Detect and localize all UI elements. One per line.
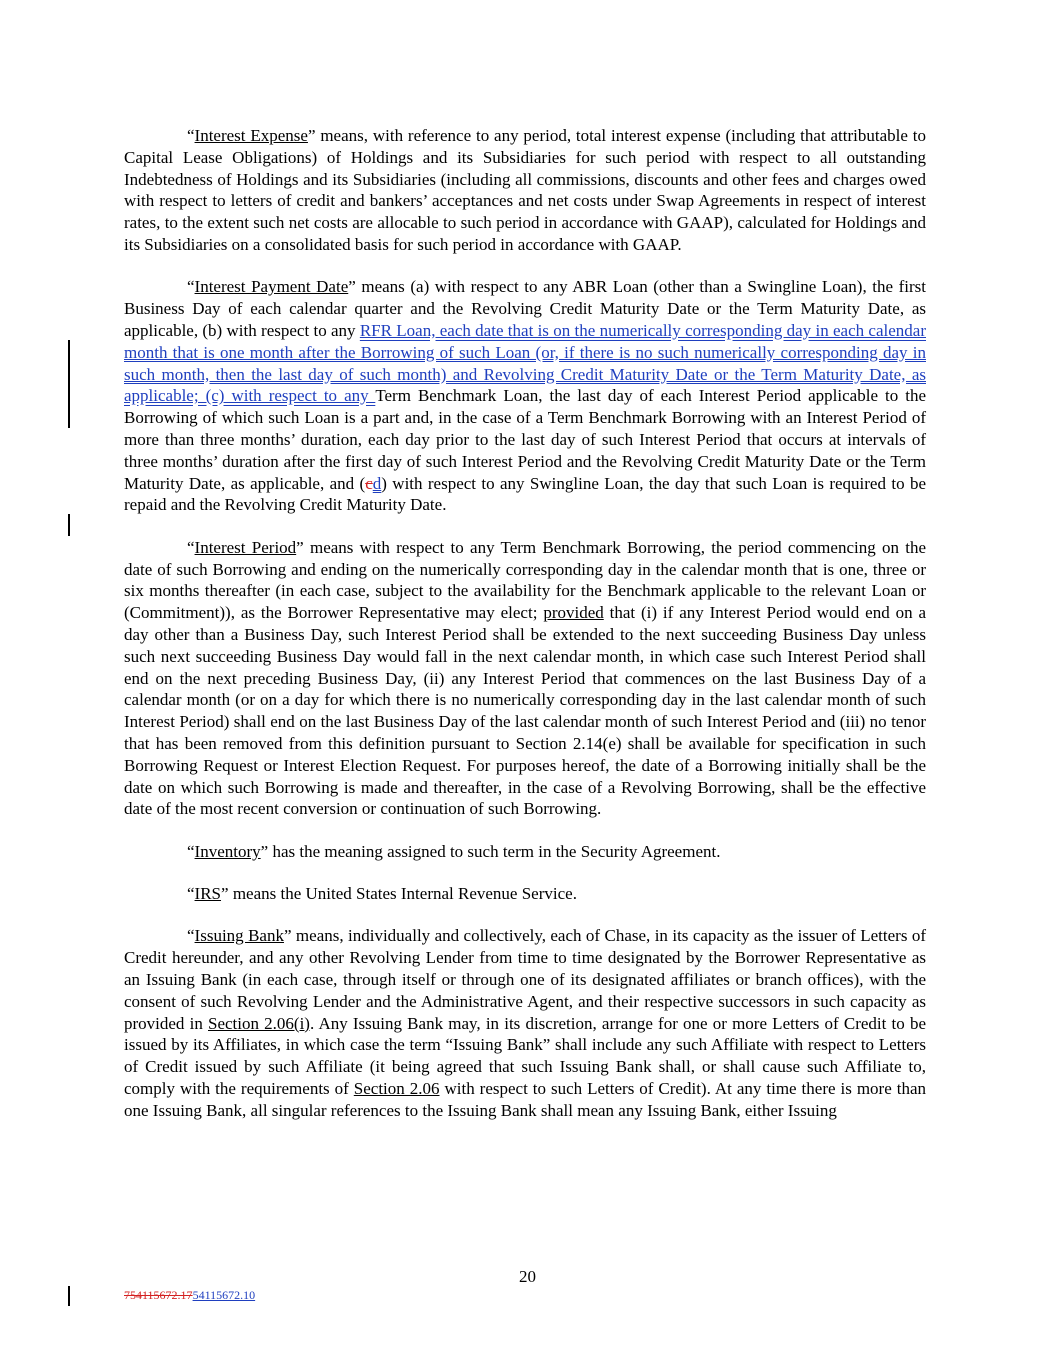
definition-text: ) with respect to any Swingline Loan, the day that such Loan is required to be repaid and the Revolving Credit Maturity Date. xyxy=(124,473,926,515)
defined-term: Issuing Bank xyxy=(194,926,284,946)
document-id xyxy=(124,1288,255,1302)
revision-change-bar xyxy=(68,340,70,428)
definition-text: with respect to such Letters of Credit). At any time there is more than one Issuing Bank, all singular references to the Issuing Bank shall mean any Issuing Bank, either Issuing xyxy=(124,1079,927,1120)
deleted-text: c xyxy=(365,473,373,493)
definition-text: means (a) with respect to any ABR Loan (other than a Swingline Loan), the first Business Day of each calendar quarter and the Revolving Credit Maturity Date or the Term Maturity Date, as applicable, (b) with respect to any xyxy=(124,277,927,340)
definition-text: . Any Issuing Bank may, in its discretion, arrange for one or more Letters of Credit to be issued by its Affiliates, in which case the term “Issuing Bank” shall include any such Affiliate with respect to Letters of Credit issued by such Affiliate (it being agreed that such Issuing Bank shall, or shall cause such Affiliate to, comply with the requirements of xyxy=(124,1013,926,1099)
definition-issuing-bank: “Issuing Bank” means, individually and collectively, each of Chase, in its capacity as the issuer of Letters of Credit hereunder, and any other Revolving Lender from time to time designated by the Borrower Representative as an Issuing Bank (in each case, through itself or through one of its designated affiliates or branch offices), with the consent of such Revolving Lender and the Administrative Agent, and their respective successors in such capacity as provided in Section 2.06(i). Any Issuing Bank may, in its discretion, arrange for one or more Letters of Credit to be issued by its Affiliates, in which case the term “Issuing Bank” shall include any such Affiliate with respect to Letters of Credit issued by such Affiliate (it being agreed that such Issuing Bank shall, or shall cause such Affiliate to, comply with the requirements of Section 2.06 with respect to such Letters of Credit). At any time there is more than one Issuing Bank, all singular references to the Issuing Bank shall mean any Issuing Bank, either Issuing xyxy=(124,926,927,1120)
page-number: 20 xyxy=(519,1267,536,1286)
definition-text: that (i) if any Interest Period would end on a day other than a Business Day, such Interest Period shall be extended to the next succeeding Business Day unless such next succeeding Business Day would fall in the next calendar month, in which case such Interest Period shall end on the next preceding Business Day, (ii) any Interest Period that commences on the last Business Day of a calendar month (or on a day for which there is no numerically corresponding day in the last calendar month of such Interest Period) shall end on the last Business Day of the last calendar month of such Interest Period and (iii) no tenor that has been removed from this definition pursuant to Section 2.14(e) shall be available for specification in such Borrowing Request or Interest Election Request. For purposes hereof, the date of a Borrowing initially shall be the date on which such Borrowing is made and thereafter, in the case of a Revolving Borrowing, shall be the effective date of the most recent conversion or continuation of such Borrowing. xyxy=(124,603,926,819)
definitions-body xyxy=(124,125,926,1142)
definition-interest-expense: “Interest Expense” means, with reference to any period, total interest expense (including that attributable to Capital Lease Obligations) of Holdings and its Subsidiaries for such period with respect to all outstanding Indebtedness of Holdings and its Subsidiaries (including all commissions, discounts and other fees and charges owed with respect to letters of credit and bankers’ acceptances and net costs under Swap Agreements in respect of interest rates, to the extent such net costs are allocable to such period in accordance with GAAP), calculated for Holdings and its Subsidiaries on a consolidated basis for such period in accordance with GAAP. xyxy=(124,126,926,254)
definition-text: means, individually and collectively, each of Chase, in its capacity as the issuer of Letters of Credit hereunder, and any other Revolving Lender from time to time designated by the Borrower Representative as an Issuing Bank (in each case, through itself or through one of its designated affiliates or branch offices), with the consent of such Revolving Lender and the Administrative Agent, and their respective successors in such capacity as provided in xyxy=(124,926,927,1033)
definition-interest-period: “Interest Period” means with respect to any Term Benchmark Borrowing, the period commencing on the date of such Borrowing and ending on the numerically corresponding day in the calendar month that is one, three or six months thereafter (in each case, subject to the availability for the Benchmark applicable to the relevant Loan or (Commitment)), as the Borrower Representative may elect; provided that (i) if any Interest Period would end on a day other than a Business Day, such Interest Period shall be extended to the next succeeding Business Day unless such next succeeding Business Day would fall in the next calendar month, in which case such Interest Period shall end on the next preceding Business Day, (ii) any Interest Period that commences on the last Business Day of a calendar month (or on a day for which there is no numerically corresponding day in the last calendar month of such Interest Period) shall end on the last Business Day of the last calendar month of such Interest Period and (iii) no tenor that has been removed from this definition pursuant to Section 2.14(e) shall be available for specification in such Borrowing Request or Interest Election Request. For purposes hereof, the date of a Borrowing initially shall be the date on which such Borrowing is made and thereafter, in the case of a Revolving Borrowing, shall be the effective date of the most recent conversion or continuation of such Borrowing. xyxy=(124,537,927,819)
definition-interest-payment-date: “Interest Payment Date” means (a) with respect to any ABR Loan (other than a Swingline Loan), the first Business Day of each calendar quarter and the Revolving Credit Maturity Date or the Term Maturity Date, as applicable, (b) with respect to any RFR Loan, each date that is on the numerically corresponding day in each calendar month that is one month after the Borrowing of such Loan (or, if there is no such numerically corresponding day in such month, then the last day of such month) and Revolving Credit Maturity Date or the Term Maturity Date, as applicable; (c) with respect to any Term Benchmark Loan, the last day of each Interest Period applicable to the Borrowing of which such Loan is a part and, in the case of a Term Benchmark Borrowing with an Interest Period of more than three months’ duration, each day prior to the last day of such Interest Period that occurs at intervals of three months’ duration after the first day of such Interest Period and the Revolving Credit Maturity Date or the Term Maturity Date, as applicable, and (cd) with respect to any Swingline Loan, the day that such Loan is required to be repaid and the Revolving Credit Maturity Date. xyxy=(124,277,927,515)
inserted-text: d xyxy=(372,473,382,493)
section-reference: Section 2.06(i) xyxy=(208,1013,310,1033)
definition-text: means the United States Internal Revenue Service. xyxy=(228,884,577,904)
definition-inventory: “Inventory” has the meaning assigned to such term in the Security Agreement. xyxy=(187,841,721,861)
revision-change-bar xyxy=(68,514,70,536)
definition-text: has the meaning assigned to such term in the Security Agreement. xyxy=(268,841,721,861)
inserted-doc-id: 54115672.10 xyxy=(192,1288,256,1302)
defined-term: IRS xyxy=(194,884,222,904)
defined-term: Interest Expense xyxy=(194,126,308,145)
deleted-doc-id: 754115672.17 xyxy=(124,1288,193,1302)
defined-term: Interest Payment Date xyxy=(194,277,349,297)
definition-text: means, with reference to any period, total interest expense (including that attributable to Capital Lease Obligations) of Holdings and its Subsidiaries for such period with respect to all outstanding Indebtedness of Holdings and its Subsidiaries (including all commissions, discounts and other fees and charges owed with respect to letters of credit and bankers’ acceptances and net costs under Swap Agreements in respect of interest rates, to the extent such net costs are allocable to such period in accordance with GAAP), calculated for Holdings and its Subsidiaries on a consolidated basis for such period in accordance with GAAP. xyxy=(124,126,926,254)
definition-text: Term Benchmark Loan, the last day of each Interest Period applicable to the Borrowing of which such Loan is a part and, in the case of a Term Benchmark Borrowing with an Interest Period of more than three months’ duration, each day prior to the last day of such Interest Period that occurs at intervals of three months’ duration after the first day of such Interest Period and the Revolving Credit Maturity Date or the Term Maturity Date, as applicable, and ( xyxy=(124,386,926,493)
provided-term: provided xyxy=(543,603,604,623)
inserted-text: RFR Loan, each date that is on the numerically corresponding day in each calendar month that is one month after the Borrowing of such Loan (or, if there is no such numerically corresponding day in such month, then the last day of such month) and Revolving Credit Maturity Date or the Term Maturity Date, as applicable; (c) with respect to any xyxy=(124,320,926,406)
definition-text: means with respect to any Term Benchmark Borrowing, the period commencing on the date of such Borrowing and ending on the numerically corresponding day in the calendar month that is one, three or six months thereafter (in each case, subject to the availability for the Benchmark applicable to the relevant Loan or (Commitment)), as the Borrower Representative may elect; xyxy=(124,537,927,623)
defined-term: Interest Period xyxy=(194,537,297,557)
defined-term: Inventory xyxy=(194,841,261,861)
definition-irs: “IRS” means the United States Internal Revenue Service. xyxy=(187,884,577,904)
section-reference: Section 2.06 xyxy=(353,1079,440,1099)
revision-change-bar xyxy=(68,1286,70,1306)
